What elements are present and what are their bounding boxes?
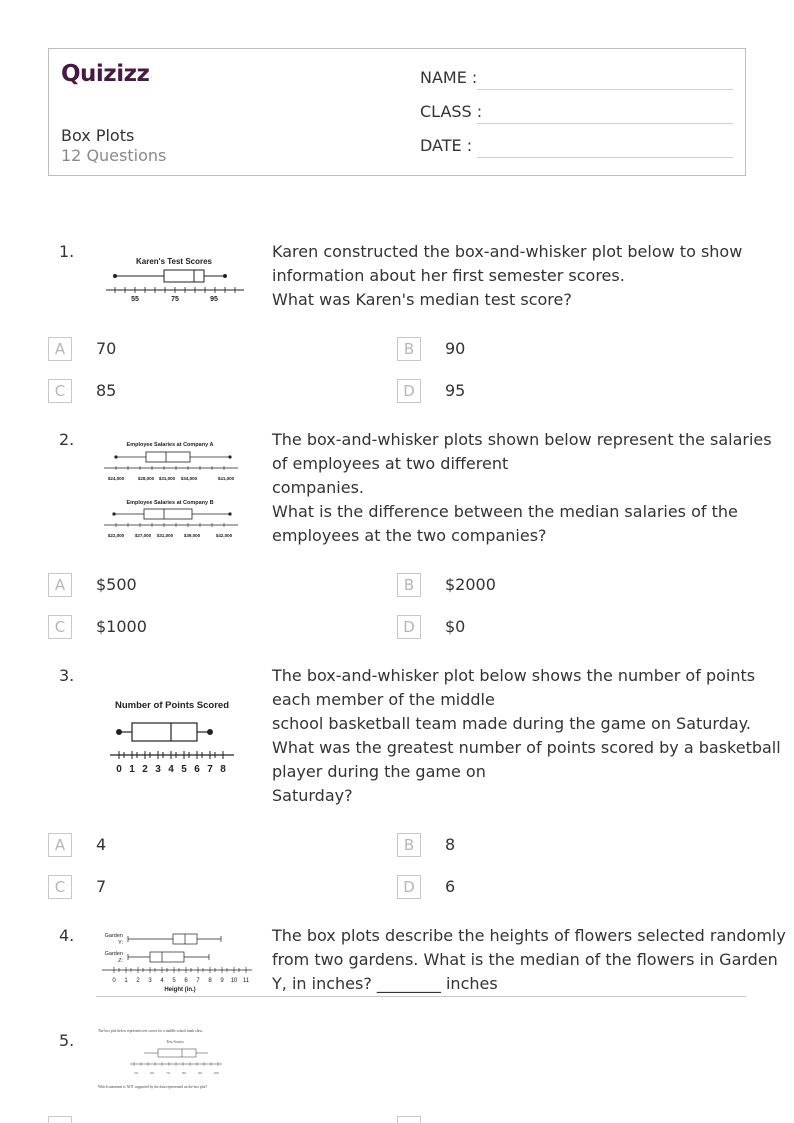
question-3-text — [272, 664, 781, 808]
option-c-value[interactable]: $1000 — [96, 617, 147, 636]
option-b-value[interactable]: 90 — [445, 339, 466, 358]
tick-label: $22,000 — [107, 533, 125, 538]
option-b-box[interactable]: B — [397, 573, 421, 597]
tick-label: 1 — [129, 764, 135, 775]
fig-title: Number of Points Scored — [114, 700, 230, 711]
tick-label: $31,000 — [158, 476, 176, 481]
option-a-box[interactable]: A — [48, 337, 72, 361]
tick-label: 7 — [207, 764, 213, 775]
question-line: from two gardens. What is the median of the flowers in Garden — [272, 950, 778, 969]
fig-question: Which statement is NOT supported by the data represented on the box plot? — [98, 1085, 208, 1089]
garden-label: Y: — [118, 940, 123, 946]
garden-label: Z: — [118, 958, 123, 964]
tick-label: 60 — [150, 1071, 154, 1075]
question-1-text — [272, 240, 748, 312]
option-a-box[interactable]: A — [48, 833, 72, 857]
option-b-box[interactable] — [397, 1116, 421, 1123]
tick-label: 3 — [155, 764, 161, 775]
axis-label: Height (in.) — [164, 987, 196, 993]
tick-label: 90 — [198, 1071, 202, 1075]
question-line: What was the greatest number of points scored by a basketball — [272, 738, 781, 757]
tick-label: 8 — [208, 978, 212, 984]
fig-title-b: Employee Salaries at Company B — [126, 500, 214, 506]
tick-label: $41,000 — [217, 476, 235, 481]
question-line: The box-and-whisker plot below shows the number of points — [272, 666, 756, 685]
option-d-value[interactable]: $0 — [445, 617, 466, 636]
question-2-number: 2. — [59, 430, 75, 449]
question-line: player during the game on — [272, 762, 486, 781]
option-b-box[interactable]: B — [397, 337, 421, 361]
option-a-value[interactable]: 4 — [96, 835, 107, 854]
date-line — [477, 157, 733, 158]
option-c-box[interactable]: C — [48, 875, 72, 899]
question-line: The box plots describe the heights of flowers selected randomly — [272, 926, 786, 945]
answer-divider — [96, 996, 746, 997]
garden-label: Garden — [104, 951, 123, 957]
tick-label: 11 — [242, 978, 250, 984]
tick-label: $24,000 — [107, 476, 125, 481]
tick-label: 50 — [134, 1071, 138, 1075]
question-line: information about her first semester scores. — [272, 266, 625, 285]
tick-label: 4 — [160, 978, 164, 984]
question-line: Y, in inches? ________ inches — [272, 974, 498, 993]
tick-label: 0 — [112, 978, 116, 984]
tick-label: 8 — [220, 764, 226, 775]
tick-label: 4 — [168, 764, 174, 775]
tick-label: 6 — [194, 764, 200, 775]
question-line: The box-and-whisker plots shown below represent the salaries — [272, 430, 772, 449]
question-line: of employees at two different — [272, 454, 509, 473]
tick-label: $27,000 — [134, 533, 152, 538]
option-d-box[interactable]: D — [397, 875, 421, 899]
fig-caption: The box plot below represents test scores for a middle school math class. — [98, 1029, 203, 1033]
tick-label: 5 — [172, 978, 176, 984]
question-line: Karen constructed the box-and-whisker plot below to show — [272, 242, 743, 261]
tick-label: $42,000 — [215, 533, 233, 538]
option-d-box[interactable]: D — [397, 615, 421, 639]
option-c-value[interactable]: 7 — [96, 877, 107, 896]
name-label: NAME : — [420, 68, 478, 87]
option-c-box[interactable]: C — [48, 379, 72, 403]
tick-label: 9 — [220, 978, 224, 984]
question-line: Saturday? — [272, 786, 353, 805]
option-b-value[interactable]: $2000 — [445, 575, 496, 594]
garden-label: Garden — [104, 933, 123, 939]
question-count: 12 Questions — [61, 146, 167, 165]
question-3-number: 3. — [59, 666, 75, 685]
question-line: each member of the middle — [272, 690, 495, 709]
question-5-figure — [96, 1025, 256, 1093]
question-3-figure — [104, 694, 238, 778]
tick-label: 5 — [181, 764, 187, 775]
tick-label: 0 — [116, 764, 122, 775]
option-b-value[interactable]: 8 — [445, 835, 456, 854]
option-a-box[interactable]: A — [48, 573, 72, 597]
tick-label: 55 — [131, 296, 139, 303]
fig-title-a: Employee Salaries at Company A — [126, 442, 214, 448]
tick-label: 2 — [136, 978, 140, 984]
worksheet-header — [48, 48, 746, 176]
question-2-figure — [100, 436, 242, 546]
quizizz-logo: Quizizz — [61, 61, 150, 87]
option-d-value[interactable]: 95 — [445, 381, 466, 400]
question-line: What was Karen's median test score? — [272, 290, 572, 309]
question-4-text — [272, 924, 786, 996]
question-4-figure — [96, 928, 256, 994]
question-line: companies. — [272, 478, 364, 497]
option-a-value[interactable]: $500 — [96, 575, 137, 594]
tick-label: 2 — [142, 764, 148, 775]
fig-title: Karen's Test Scores — [135, 257, 213, 266]
tick-label: $28,000 — [137, 476, 155, 481]
question-line: What is the difference between the median salaries of the — [272, 502, 738, 521]
question-1-figure — [100, 250, 250, 305]
name-line — [477, 89, 733, 90]
tick-label: 6 — [184, 978, 188, 984]
option-d-value[interactable]: 6 — [445, 877, 456, 896]
question-line: employees at the two companies? — [272, 526, 547, 545]
class-label: CLASS : — [420, 102, 483, 121]
option-c-value[interactable]: 85 — [96, 381, 117, 400]
tick-label: 10 — [230, 978, 238, 984]
tick-label: 95 — [210, 296, 218, 303]
question-1-number: 1. — [59, 242, 75, 261]
question-2-text — [272, 428, 772, 548]
fig-title: Test Scores — [166, 1040, 184, 1044]
question-4-number: 4. — [59, 926, 75, 945]
question-5-number: 5. — [59, 1031, 75, 1050]
tick-label: $31,000 — [156, 533, 174, 538]
tick-label: 70 — [166, 1071, 170, 1075]
tick-label: $34,000 — [180, 476, 198, 481]
tick-label: 3 — [148, 978, 152, 984]
tick-label: 100 — [213, 1071, 219, 1075]
tick-label: 75 — [171, 296, 179, 303]
tick-label: $39,000 — [183, 533, 201, 538]
class-line — [477, 123, 733, 124]
option-b-box[interactable]: B — [397, 833, 421, 857]
tick-label: 7 — [196, 978, 200, 984]
option-a-box[interactable] — [48, 1116, 72, 1123]
date-label: DATE : — [420, 136, 473, 155]
option-d-box[interactable]: D — [397, 379, 421, 403]
tick-label: 80 — [182, 1071, 186, 1075]
worksheet-title: Box Plots — [61, 126, 135, 145]
option-a-value[interactable]: 70 — [96, 339, 117, 358]
option-c-box[interactable]: C — [48, 615, 72, 639]
question-line: school basketball team made during the game on Saturday. — [272, 714, 751, 733]
tick-label: 1 — [124, 978, 128, 984]
